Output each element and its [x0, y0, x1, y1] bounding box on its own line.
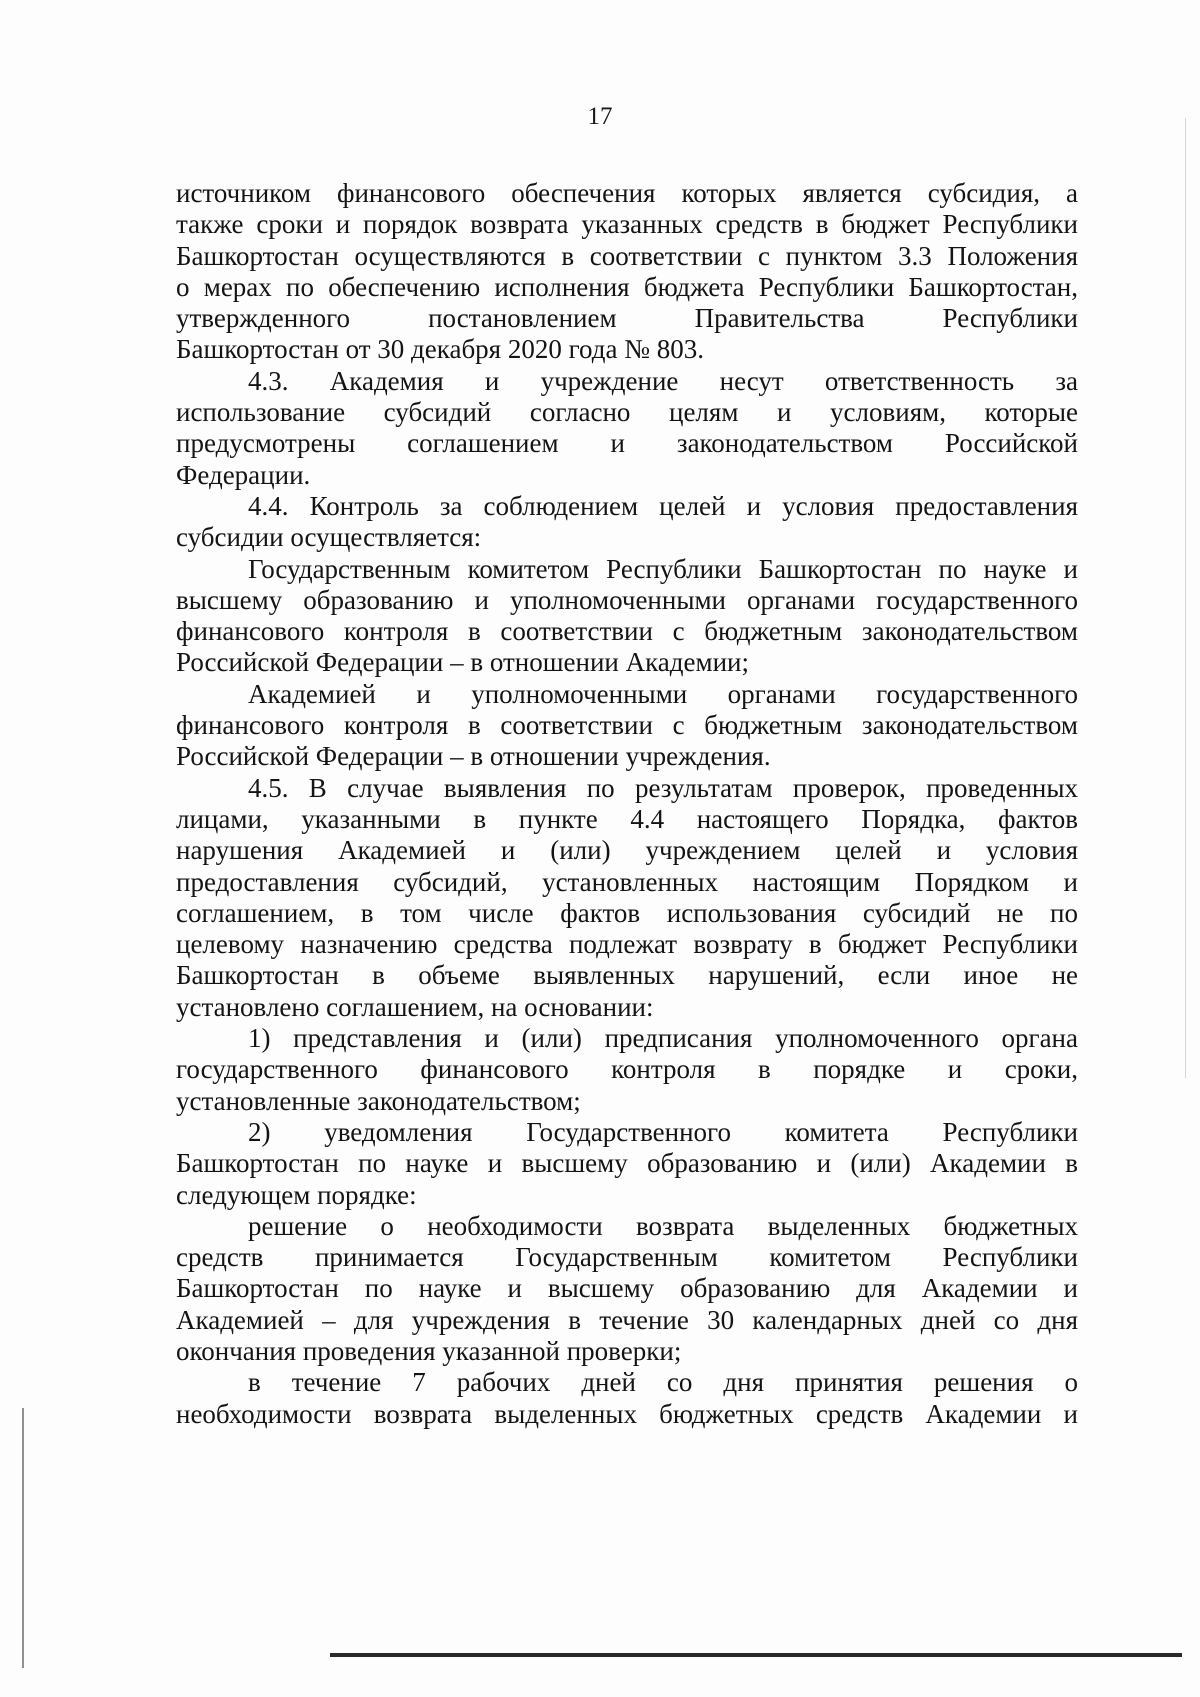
scan-edge-left [22, 1408, 24, 1668]
text-line: средств принимается Государственным комитетом Республики [176, 1242, 1078, 1273]
text-line: 4.4. Контроль за соблюдением целей и условия предоставления [248, 490, 1078, 521]
text-line: утвержденного постановлением Правительства Республики [176, 303, 1078, 334]
text-line: Федерации. [176, 459, 311, 490]
text-line: 1) представления и (или) предписания уполномоченного органа [248, 1023, 1078, 1054]
text-line: Башкортостан осуществляются в соответствии с пунктом 3.3 Положения [176, 240, 1078, 271]
text-line: целевому назначению средства подлежат возврату в бюджет Республики [176, 929, 1078, 960]
text-line: государственного финансового контроля в порядке и сроки, [176, 1054, 1078, 1085]
text-line: необходимости возврата выделенных бюджетных средств Академии и [176, 1398, 1078, 1429]
text-line: соглашением, в том числе фактов использования субсидий не по [176, 897, 1078, 928]
text-line: в течение 7 рабочих дней со дня принятия решения о [248, 1367, 1078, 1398]
text-line: Российской Федерации – в отношении Академии; [176, 647, 749, 678]
text-line: Российской Федерации – в отношении учреждения. [176, 741, 771, 772]
text-line: финансового контроля в соответствии с бюджетным законодательством [176, 710, 1078, 741]
text-line: лицами, указанными в пункте 4.4 настоящего Порядка, фактов [176, 803, 1078, 834]
text-line: о мерах по обеспечению исполнения бюджета Республики Башкортостан, [176, 271, 1078, 302]
text-line: 4.5. В случае выявления по результатам проверок, проведенных [248, 772, 1078, 803]
text-line: Академией – для учреждения в течение 30 календарных дней со дня [176, 1304, 1078, 1335]
text-line: установлено соглашением, на основании: [176, 991, 654, 1022]
text-line: предусмотрены соглашением и законодательством Российской [176, 428, 1078, 459]
text-line: Башкортостан по науке и высшему образованию для Академии и [176, 1273, 1078, 1304]
scan-edge-right [1185, 118, 1186, 1078]
text-line: нарушения Академией и (или) учреждением целей и условия [176, 835, 1078, 866]
text-line: предоставления субсидий, установленных настоящим Порядком и [176, 866, 1078, 897]
text-line: установленные законодательством; [176, 1085, 581, 1116]
text-line: также сроки и порядок возврата указанных средств в бюджет Республики [176, 209, 1078, 240]
text-line: Государственным комитетом Республики Башкортостан по науке и [248, 553, 1078, 584]
text-line: Академией и уполномоченными органами государственного [248, 678, 1078, 709]
text-line: решение о необходимости возврата выделенных бюджетных [248, 1210, 1078, 1241]
text-line: окончания проведения указанной проверки; [176, 1335, 682, 1366]
text-line: Башкортостан по науке и высшему образованию и (или) Академии в [176, 1148, 1078, 1179]
document-body [176, 178, 1078, 1430]
text-line: субсидии осуществляется: [176, 522, 482, 553]
text-line: следующем порядке: [176, 1179, 417, 1210]
page-number: 17 [587, 103, 613, 130]
text-line: использование субсидий согласно целям и условиям, которые [176, 397, 1078, 428]
text-line: источником финансового обеспечения которых является субсидия, а [176, 178, 1078, 208]
text-line: финансового контроля в соответствии с бюджетным законодательством [176, 616, 1078, 647]
text-line: 2) уведомления Государственного комитета Республики [248, 1116, 1078, 1147]
text-line: высшему образованию и уполномоченными органами государственного [176, 584, 1078, 615]
text-line: Башкортостан от 30 декабря 2020 года № 803. [176, 334, 704, 365]
text-line: Башкортостан в объеме выявленных нарушений, если иное не [176, 960, 1078, 991]
bottom-rule [330, 1653, 1182, 1657]
text-line: 4.3. Академия и учреждение несут ответственность за [248, 365, 1078, 396]
